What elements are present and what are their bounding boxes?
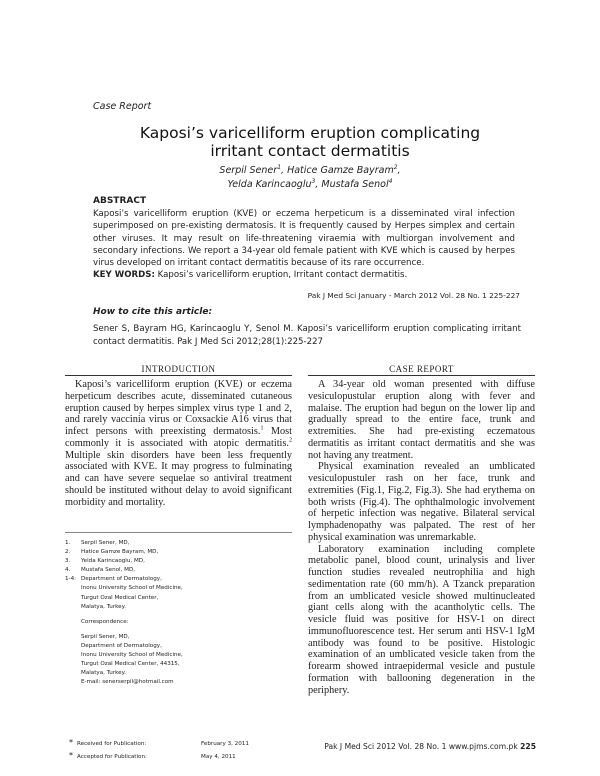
affiliation-line: Turgut Ozal Medical Center, [81,594,159,601]
how-to-cite-text: Sener S, Bayram HG, Karincaoglu Y, Senol M. Kaposi’s varicelliform eruption complicating irritant contact dermatitis. Pak J Med Sci 2012;28(1):225-227 [93,324,521,347]
article-title-line-1: Kaposi’s varicelliform eruption complicating [139,124,481,142]
divider [65,375,292,376]
received-row [65,737,292,750]
footnote-row [65,548,292,557]
text-run: Kaposi’s varicelliform eruption (KVE) or eczema herpeticum describes acute, disseminated cutaneous eruption caused by herpes simplex virus type 1 and 2, and rarely vaccinia virus or Coxsackie A16 virus that infect persons with preexisting dermatosis. [65,379,292,437]
footnote-row [65,557,292,566]
author-list-line-2: Yelda Karincaoglu$^3$, Mustafa Senol$^4$ [227,177,393,190]
keywords-text: Kaposi’s varicelliform eruption, Irritant contact dermatitis. [157,270,408,280]
bullet-star: * [69,738,73,747]
author-name: Mustafa Senol [321,179,389,190]
footnote-number: 1. [65,540,71,546]
accepted-row [65,750,292,763]
author-name: Serpil Sener [219,165,278,176]
accepted-date: May 4, 2011 [201,754,236,760]
page-footer [300,742,536,751]
affiliation-ref: 3 [311,177,316,185]
footnote-row [65,575,292,584]
keywords-label: KEY WORDS: [93,270,155,280]
reference-marker: 2 [289,437,292,444]
article-title-line-2: irritant contact dermatitis [210,142,410,160]
author-footnotes [65,539,292,687]
correspondence-line: Serpil Sener, MD, [81,633,130,640]
footnote-number: 3. [65,558,71,565]
reference-marker: 1 [260,425,264,432]
footnote-number: 4. [65,567,71,574]
footnote-row [65,539,292,548]
correspondence-line: Turgut Ozal Medical Center, 44315, [81,661,180,668]
affiliation-line: Inonu University School of Medicine, [81,585,183,592]
how-to-cite-heading: How to cite this article: [93,307,213,317]
footnote-divider [65,532,292,533]
received-date: February 3, 2011 [201,741,249,747]
text-run: Most commonly it is associated with atopic dermatitis. [65,426,292,449]
footnote-row [65,566,292,575]
author-name: Hatice Gamze Bayram [287,165,394,176]
affiliation-ref: 4 [388,177,393,185]
article-type-label: Case Report [93,101,152,112]
footnote-number: 2. [65,549,71,556]
divider [308,375,535,376]
case-report-heading: CASE REPORT [389,364,454,374]
paragraph [65,379,292,508]
author-list-line-1: Serpil Sener$^1$, Hatice Gamze Bayram$^2$, [219,163,401,176]
correspondence-line: Inonu University School of Medicine, [81,652,183,659]
affiliation-line: Malatya, Turkey. [81,603,126,610]
affiliation-ref: 1 [277,163,282,171]
footnote-text: Hatice Gamze Bayram, MD, [81,549,159,556]
abstract-body: Kaposi’s varicelliform eruption (KVE) or eczema herpeticum is a disseminated viral infection superimposed on pre-existing dermatosis. It is frequently caused by Herpes simplex and certain other viruses. It may result on life-threatening viraemia with multiorgan involvement and secondary infections. We report a 34-year old female patient with KVE which is caused by herpes virus developed on irritant contact dermatitis because of its rare occurrence. [93,209,515,269]
abstract-heading: ABSTRACT [93,196,147,206]
correspondence-email: E-mail: senerserpil@hotmail.com [81,679,174,686]
correspondence-line: Malatya, Turkey. [81,670,126,677]
introduction-body [65,379,292,508]
footnote-text: Mustafa Senol, MD, [81,567,136,574]
page-number: 225 [520,742,536,751]
paragraph: Laboratory examination including complete metabolic panel, blood count, urinalysis and liver function studies revealed neutrophilia and high sedimentation rate (60 mm/h). A Tzanck preparation from an umblicated vesicle showed multinucleated giant cells along with the acantholytic cells. The vesicle fluid was positive for HSV-1 on direct immunofluorescence test. Her serum anti HSV-1 IgM antibody was found to be positive. Histologic examination of an umblicated vesicle taken from the forearm showed intraepidermal vesicle and pustule formation with ballooning degeneration in the periphery. [308,543,535,696]
paragraph: Physical examination revealed an umblicated vesiculopustuler rash on her face, trunk and extremities (Fig.1, Fig.2, Fig.3). She had erythema on both wrists (Fig.4). The ophthalmologic involvement of herpetic infection was negative. Bilateral servical lymphadenopathy was palpated. The rest of her physical examination was unremarkable. [308,461,535,543]
introduction-heading: INTRODUCTION [141,364,216,374]
correspondence-line: Department of Dermatology, [81,642,162,649]
correspondence-label: Correspondence: [81,618,129,625]
footnote-number: 1-4: [65,576,77,583]
keywords-line [93,270,523,280]
footer-journal: Pak J Med Sci 2012 Vol. 28 No. 1 www.pjms.com.pk [324,742,518,751]
case-report-body [308,379,535,696]
footnote-text: Serpil Sener, MD, [81,540,130,546]
publication-dates [65,737,292,763]
journal-citation-line: Pak J Med Sci January - March 2012 Vol. 28 No. 1 225-227 [307,291,520,300]
author-name: Yelda Karincaoglu [227,179,312,190]
accepted-label: Accepted for Publication: [77,754,147,760]
text-run: Multiple skin disorders have been less frequently associated with KVE. It may progress to fulminating and can have severe sequelae so antiviral treatment should be instituted without delay to avoid significant morbidity and mortality. [65,449,292,508]
bullet-star: * [69,751,73,760]
received-label: Received for Publication: [77,741,147,747]
paragraph: A 34-year old woman presented with diffuse vesiculopustular eruption along with fever and malaise. The eruption had begun on the lower lip and gradually spread to the entire face, trunk and extremities. She had pre-existing eczematous dermatitis as irritant contact dermatitis and she was not having any treatment. [308,379,535,461]
footnote-text: Yelda Karincaoglu, MD, [81,558,145,565]
affiliation-ref: 2 [393,163,398,171]
footnote-text: Department of Dermatology, [81,576,162,583]
